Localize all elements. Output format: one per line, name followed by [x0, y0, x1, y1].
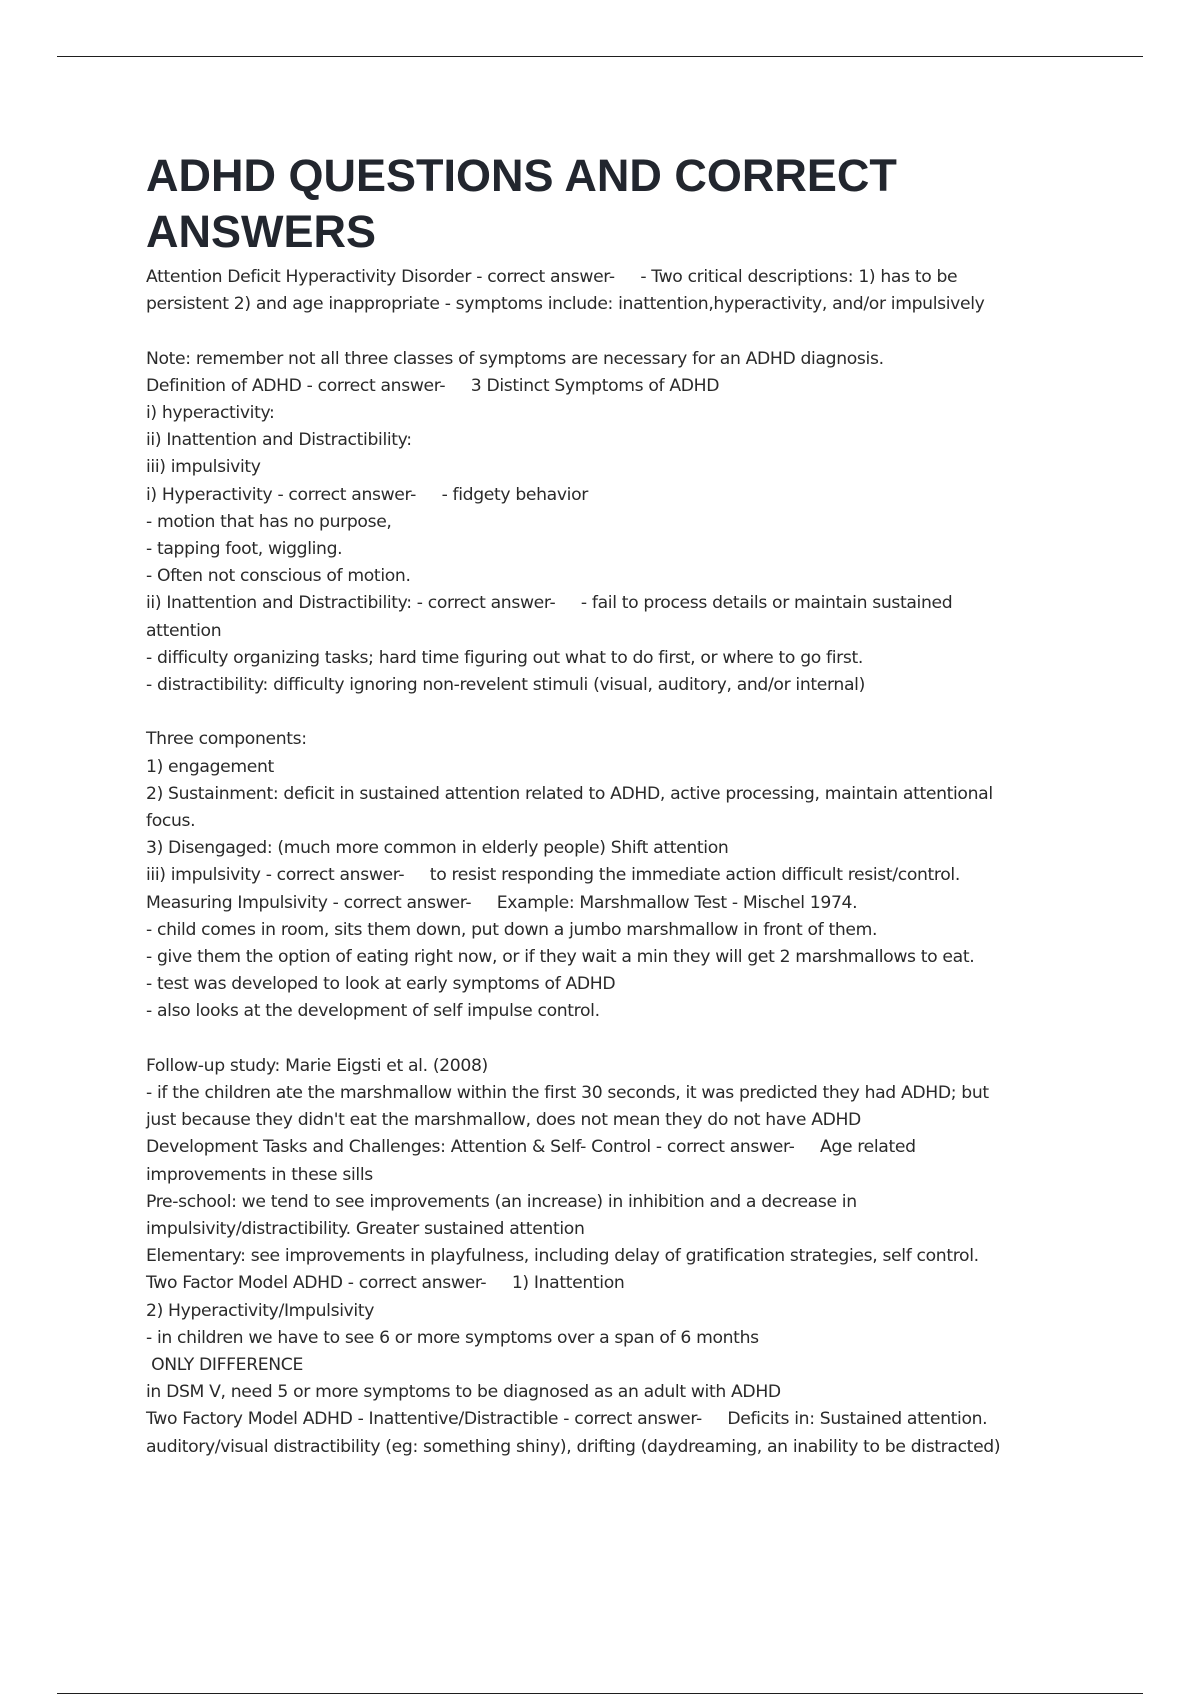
text-line: in DSM V, need 5 or more symptoms to be diagnosed as an adult with ADHD: [146, 1382, 781, 1403]
text-line: improvements in these sills: [146, 1164, 373, 1185]
text-line: auditory/visual distractibility (eg: something shiny), drifting (daydreaming, an inability to be distracted): [146, 1436, 1001, 1457]
text-line: Note: remember not all three classes of symptoms are necessary for an ADHD diagnosis.: [146, 348, 884, 369]
text-line: - Often not conscious of motion.: [146, 566, 411, 587]
text-line: Definition of ADHD - correct answer- 3 Distinct Symptoms of ADHD: [146, 375, 720, 396]
text-line: Two Factor Model ADHD - correct answer- 1) Inattention: [146, 1273, 625, 1294]
text-line: 2) Sustainment: deficit in sustained attention related to ADHD, active processing, maintain attentional: [146, 783, 993, 804]
text-line: Pre-school: we tend to see improvements (an increase) in inhibition and a decrease in: [146, 1191, 857, 1212]
text-line: Development Tasks and Challenges: Attention & Self- Control - correct answer- Age related: [146, 1137, 916, 1158]
text-line: ONLY DIFFERENCE: [146, 1355, 303, 1376]
text-line: - also looks at the development of self impulse control.: [146, 1001, 600, 1022]
text-line: Elementary: see improvements in playfulness, including delay of gratification strategies, self control.: [146, 1246, 979, 1267]
text-line: just because they didn't eat the marshmallow, does not mean they do not have ADHD: [146, 1110, 861, 1131]
text-line: 2) Hyperactivity/Impulsivity: [146, 1300, 375, 1321]
text-line: Attention Deficit Hyperactivity Disorder - correct answer- - Two critical descriptions: 1) has to be: [146, 267, 958, 287]
text-line: focus.: [146, 811, 196, 832]
text-line: i) Hyperactivity - correct answer- - fidgety behavior: [146, 484, 588, 505]
blank-line: [146, 1026, 1086, 1053]
blank-line: [146, 318, 1086, 345]
top-rule: [57, 56, 1143, 57]
document-title: ADHD QUESTIONS AND CORRECT ANSWERS: [146, 150, 897, 257]
text-line: i) hyperactivity:: [146, 403, 275, 423]
text-line: Three components:: [146, 729, 307, 750]
text-line: iii) impulsivity: [146, 457, 261, 478]
text-line: attention: [146, 620, 222, 641]
text-line: - give them the option of eating right now, or if they wait a min they will get 2 marshmallows to eat.: [146, 947, 975, 968]
text-line: ii) Inattention and Distractibility: - correct answer- - fail to process details or maintain sustained: [146, 593, 953, 614]
text-line: 1) engagement: [146, 756, 274, 777]
text-line: Follow-up study: Marie Eigsti et al. (2008): [146, 1055, 488, 1076]
text-line: Two Factory Model ADHD - Inattentive/Distractible - correct answer- Deficits in: Sustained attention.: [146, 1409, 988, 1430]
text-line: iii) impulsivity - correct answer- to resist responding the immediate action difficult resist/control.: [146, 865, 960, 886]
text-line: - motion that has no purpose,: [146, 511, 392, 532]
text-line: Measuring Impulsivity - correct answer- Example: Marshmallow Test - Mischel 1974.: [146, 892, 858, 913]
text-line: persistent 2) and age inappropriate - symptoms include: inattention,hyperactivity, and/or impulsively: [146, 294, 985, 315]
text-line: ii) Inattention and Distractibility:: [146, 430, 412, 451]
document-content: [146, 148, 1086, 1461]
blank-line: [146, 699, 1086, 726]
text-line: - test was developed to look at early symptoms of ADHD: [146, 974, 616, 995]
text-line: - tapping foot, wiggling.: [146, 539, 343, 560]
text-line: - distractibility: difficulty ignoring non-revelent stimuli (visual, auditory, and/or internal): [146, 675, 865, 696]
text-line: - if the children ate the marshmallow within the first 30 seconds, it was predicted they had ADHD; but: [146, 1083, 989, 1104]
text-line: 3) Disengaged: (much more common in elderly people) Shift attention: [146, 838, 729, 859]
text-line: - in children we have to see 6 or more symptoms over a span of 6 months: [146, 1327, 759, 1348]
text-line: impulsivity/distractibility. Greater sustained attention: [146, 1219, 585, 1240]
text-line: - difficulty organizing tasks; hard time figuring out what to do first, or where to go first.: [146, 647, 863, 668]
document-body: [146, 264, 1086, 1461]
text-line: - child comes in room, sits them down, put down a jumbo marshmallow in front of them.: [146, 919, 878, 940]
bottom-rule: [57, 1693, 1143, 1694]
